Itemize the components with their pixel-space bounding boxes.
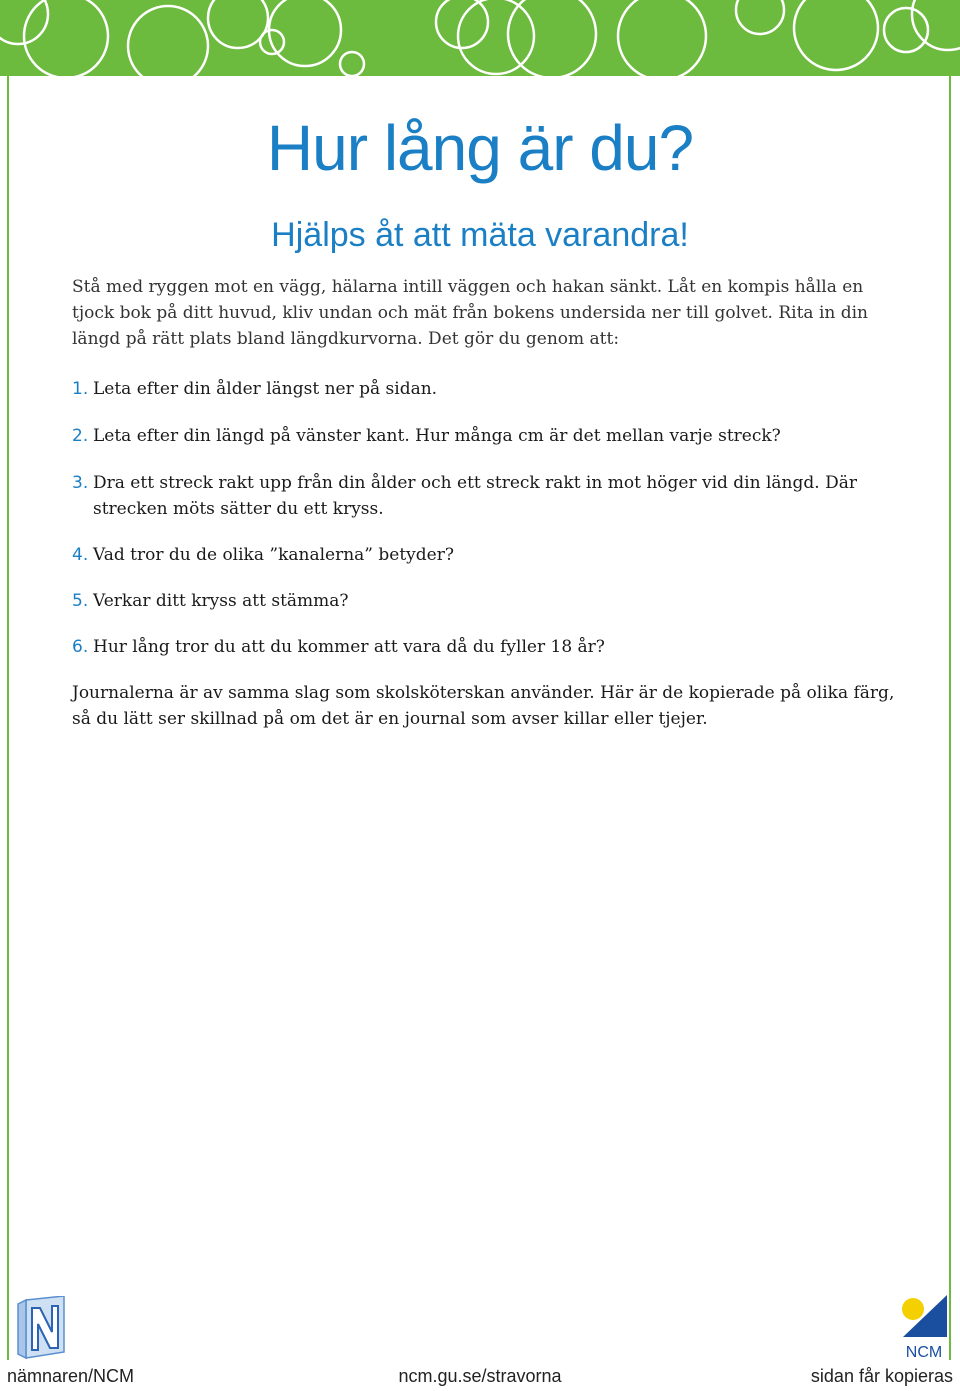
footer-left: nämnaren/NCM	[7, 1366, 135, 1386]
step-number: 1.	[72, 379, 89, 399]
list-item	[72, 542, 902, 568]
steps-list	[72, 376, 902, 660]
step-text: Hur lång tror du att du kommer att vara då du fyller 18 år?	[93, 637, 605, 657]
step-text: Dra ett streck rakt upp från din ålder och ett streck rakt in mot höger vid din längd. Där strecken möts sätter du ett kryss.	[93, 473, 857, 519]
header-band	[0, 0, 960, 76]
step-number: 2.	[72, 426, 89, 446]
list-item	[72, 470, 902, 522]
footer-url: ncm.gu.se/stravorna	[398, 1366, 562, 1386]
step-number: 4.	[72, 545, 89, 565]
n-logo-icon	[16, 1296, 66, 1360]
list-item	[72, 376, 902, 402]
closing-paragraph: Journalerna är av samma slag som skolsköterskan använder. Här är de kopierade på olika färg, så du lätt ser skillnad på om det är en journal som avser killar eller tjejer.	[72, 683, 895, 729]
page-title: Hur lång är du?	[266, 112, 694, 184]
circle-pattern-icon	[0, 0, 960, 76]
list-item	[72, 423, 902, 449]
page-subtitle: Hjälps åt att mäta varandra!	[271, 216, 689, 254]
ncm-logo-text: NCM	[905, 1344, 943, 1361]
step-number: 6.	[72, 637, 89, 657]
step-number: 3.	[72, 473, 89, 493]
ncm-logo-icon	[897, 1293, 951, 1363]
step-number: 5.	[72, 591, 89, 611]
page-footer	[0, 1365, 960, 1391]
step-text: Verkar ditt kryss att stämma?	[93, 591, 349, 611]
intro-paragraph: Stå med ryggen mot en vägg, hälarna intill väggen och hakan sänkt. Låt en kompis hålla en tjock bok på ditt huvud, kliv undan och mät från bokens undersida ner till golvet. Rita in din längd på rätt plats bland längdkurvorna. Det gör du genom att:	[72, 277, 869, 349]
step-text: Leta efter din längd på vänster kant. Hur många cm är det mellan varje streck?	[93, 426, 781, 446]
list-item	[72, 634, 902, 660]
ncm-logo	[897, 1293, 951, 1367]
list-item	[72, 588, 902, 614]
namnaren-logo	[16, 1296, 66, 1364]
footer-right: sidan får kopieras	[810, 1366, 953, 1386]
step-text: Leta efter din ålder längst ner på sidan.	[93, 379, 438, 399]
step-text: Vad tror du de olika ”kanalerna” betyder?	[93, 545, 454, 565]
